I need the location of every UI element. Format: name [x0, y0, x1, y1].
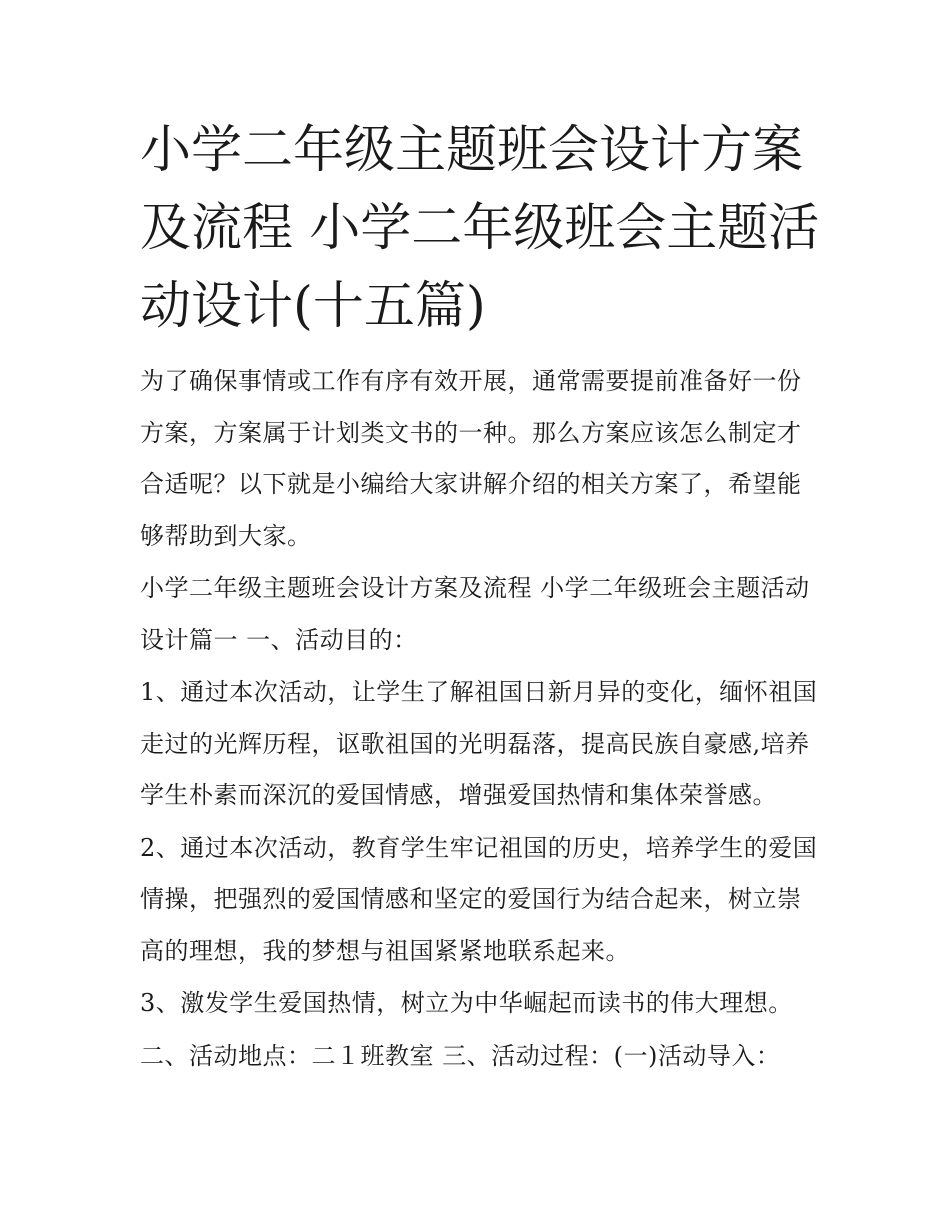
location-process-paragraph: 二、活动地点：二１班教室 三、活动过程：(一)活动导入： — [140, 1041, 781, 1070]
intro-paragraph: 为了确保事情或工作有序有效开展，通常需要提前准备好一份方案，方案属于计划类文书的一种。那么方案应该怎么制定才合适呢？以下就是小编给大家讲解介绍的相关方案了，希望能够帮助到大家。 — [140, 367, 802, 550]
section-heading-paragraph: 小学二年级主题班会设计方案及流程 小学二年级班会主题活动设计篇一 一、活动目的： — [140, 574, 810, 654]
goal-2-paragraph: 2、通过本次活动，教育学生牢记祖国的历史，培养学生的爱国情操，把强烈的爱国情感和坚定的爱国行为结合起来，树立崇高的理想，我的梦想与祖国紧紧地联系起来。 — [140, 833, 818, 965]
document-title: 小学二年级主题班会设计方案及流程 小学二年级班会主题活动设计(十五篇) — [140, 121, 820, 336]
goal-1-paragraph: 1、通过本次活动，让学生了解祖国日新月异的变化，缅怀祖国走过的光辉历程，讴歌祖国的光明磊落，提高民族自豪感,培养学生朴素而深沉的爱国情感，增强爱国热情和集体荣誉感。 — [140, 678, 818, 809]
goal-3-paragraph: 3、激发学生爱国热情，树立为中华崛起而读书的伟大理想。 — [140, 989, 793, 1017]
document-body — [140, 356, 820, 1083]
